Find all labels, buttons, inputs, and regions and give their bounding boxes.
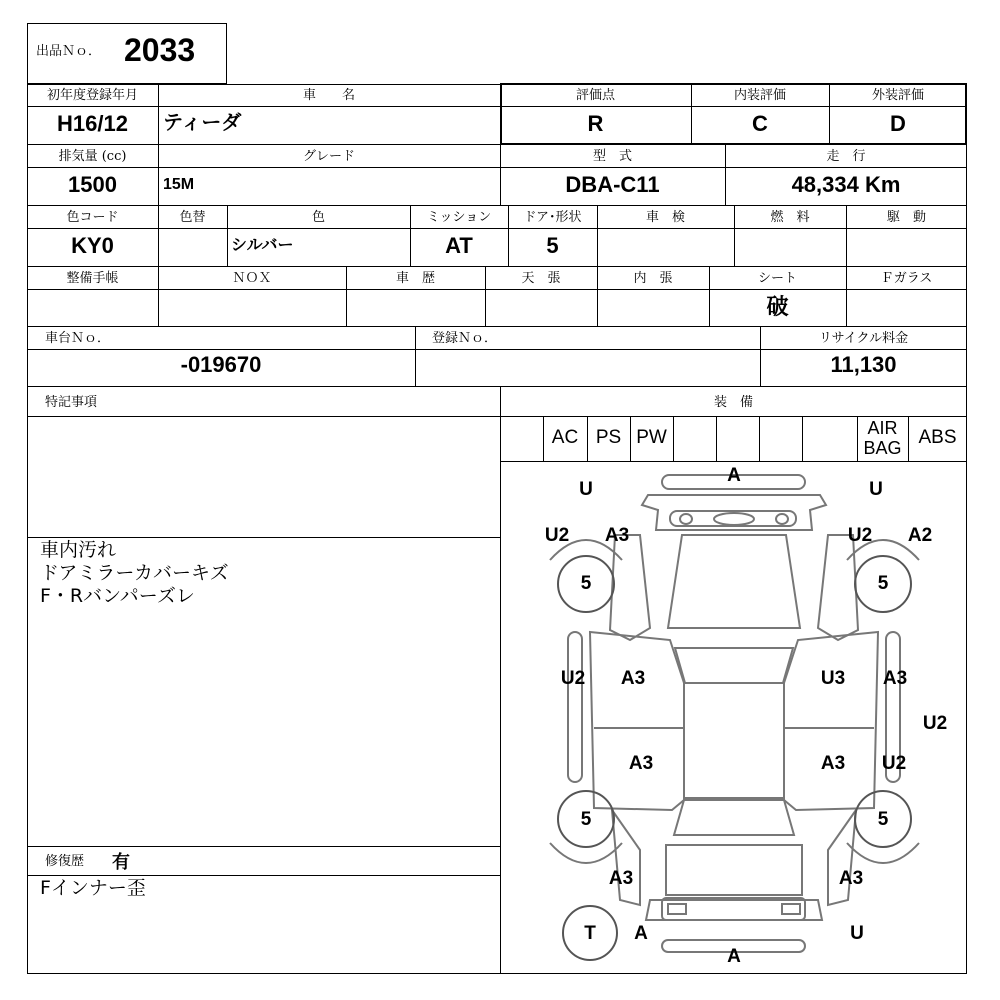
damage-mark: A3 [628, 753, 654, 774]
exterior-score-value: D [890, 111, 906, 136]
color-label: 色 [311, 210, 325, 225]
model-label: 型 式 [592, 149, 632, 164]
damage-mark: A3 [820, 753, 846, 774]
damage-mark: 5 [877, 573, 889, 594]
mission-value: AT [445, 233, 473, 258]
damage-mark: U [869, 479, 883, 500]
equipment-abs: ABS [918, 427, 957, 448]
damage-mark: A3 [620, 668, 646, 689]
ceiling-label: 天 張 [521, 271, 561, 286]
damage-mark: U [850, 923, 864, 944]
damage-mark: A [634, 923, 648, 944]
repaint-label: 色替 [179, 210, 206, 225]
front-glass-label: Ｆガラス [880, 271, 933, 286]
first-registration-value: H16/12 [57, 111, 128, 136]
mission-label: ミッション [426, 210, 492, 225]
grade-label: グレード [302, 149, 355, 164]
car-name-label: 車 名 [302, 88, 355, 103]
interior-score-value: C [752, 111, 768, 136]
recycle-fee-value: 11,130 [830, 352, 897, 377]
car-name-value: ティーダ [163, 112, 242, 134]
repair-notes: Fインナー歪 [40, 877, 146, 899]
damage-mark: U2 [922, 713, 948, 734]
damage-mark: A [727, 465, 741, 486]
damage-mark: U2 [560, 668, 586, 689]
damage-mark: A3 [838, 868, 864, 889]
repair-history-value: 有 [112, 852, 130, 873]
special-notes-label: 特記事項 [45, 395, 98, 410]
damage-mark: A3 [882, 668, 908, 689]
inspection-label: 車 検 [645, 210, 685, 225]
chassis-number-label: 車台Ｎｏ． [45, 331, 111, 346]
damage-mark: A2 [907, 525, 933, 546]
equipment-ac: AC [551, 427, 579, 448]
damage-mark: U3 [820, 668, 846, 689]
repair-history-label: 修復歴 [45, 854, 85, 869]
doors-label: ドア･形状 [523, 210, 582, 225]
drive-label: 駆 動 [886, 210, 926, 225]
mileage-label: 走 行 [826, 149, 866, 164]
note-line: ドアミラーカバーキズ [40, 562, 229, 584]
damage-mark: U2 [544, 525, 570, 546]
equipment-airbag: AIR BAG [863, 418, 902, 458]
color-code-label: 色コード [66, 210, 119, 225]
damage-mark: A [727, 946, 741, 967]
grade-value: 15M [163, 176, 195, 193]
score-label: 評価点 [575, 88, 615, 103]
damage-mark: T [584, 923, 596, 944]
doors-value: 5 [546, 233, 559, 258]
exterior-score-label: 外装評価 [871, 88, 924, 103]
lot-number-value: 2033 [124, 32, 196, 68]
vehicle-history-label: 車 歴 [395, 271, 435, 286]
color-value: シルバー [231, 237, 294, 254]
lot-number-box [27, 23, 227, 84]
displacement-label: 排気量 (cc) [58, 149, 127, 164]
note-line: 車内汚れ [40, 539, 117, 561]
model-value: DBA-C11 [565, 172, 660, 197]
equipment-label: 装 備 [713, 395, 753, 410]
maintenance-book-label: 整備手帳 [66, 271, 119, 286]
first-registration-label: 初年度登録年月 [46, 88, 138, 103]
interior-score-label: 内装評価 [733, 88, 786, 103]
damage-mark: U2 [847, 525, 873, 546]
damage-mark: 5 [580, 809, 592, 830]
registration-number-label: 登録Ｎｏ． [432, 331, 498, 346]
damage-mark: A3 [608, 868, 634, 889]
recycle-fee-label: リサイクル料金 [818, 331, 909, 346]
damage-mark: U [579, 479, 593, 500]
damage-mark: U2 [881, 753, 907, 774]
seat-label: シート [757, 271, 797, 286]
equipment-ps: PS [595, 427, 622, 448]
score-value: R [587, 111, 604, 136]
damage-mark: 5 [877, 809, 889, 830]
mileage-value: 48,334 Km [791, 172, 901, 197]
fuel-label: 燃 料 [770, 210, 810, 225]
lot-number-label: 出品Ｎｏ． [36, 44, 102, 59]
nox-label: ＮＯＸ [232, 271, 272, 286]
note-line: F・Rバンパーズレ [40, 585, 195, 607]
displacement-value: 1500 [68, 172, 117, 197]
equipment-pw: PW [636, 427, 667, 448]
damage-mark: A3 [604, 525, 630, 546]
inner-panel-label: 内 張 [633, 271, 673, 286]
chassis-number-value: -019670 [180, 352, 262, 377]
seat-value: 破 [766, 294, 789, 319]
color-code-value: KY0 [71, 233, 114, 258]
damage-mark: 5 [580, 573, 592, 594]
